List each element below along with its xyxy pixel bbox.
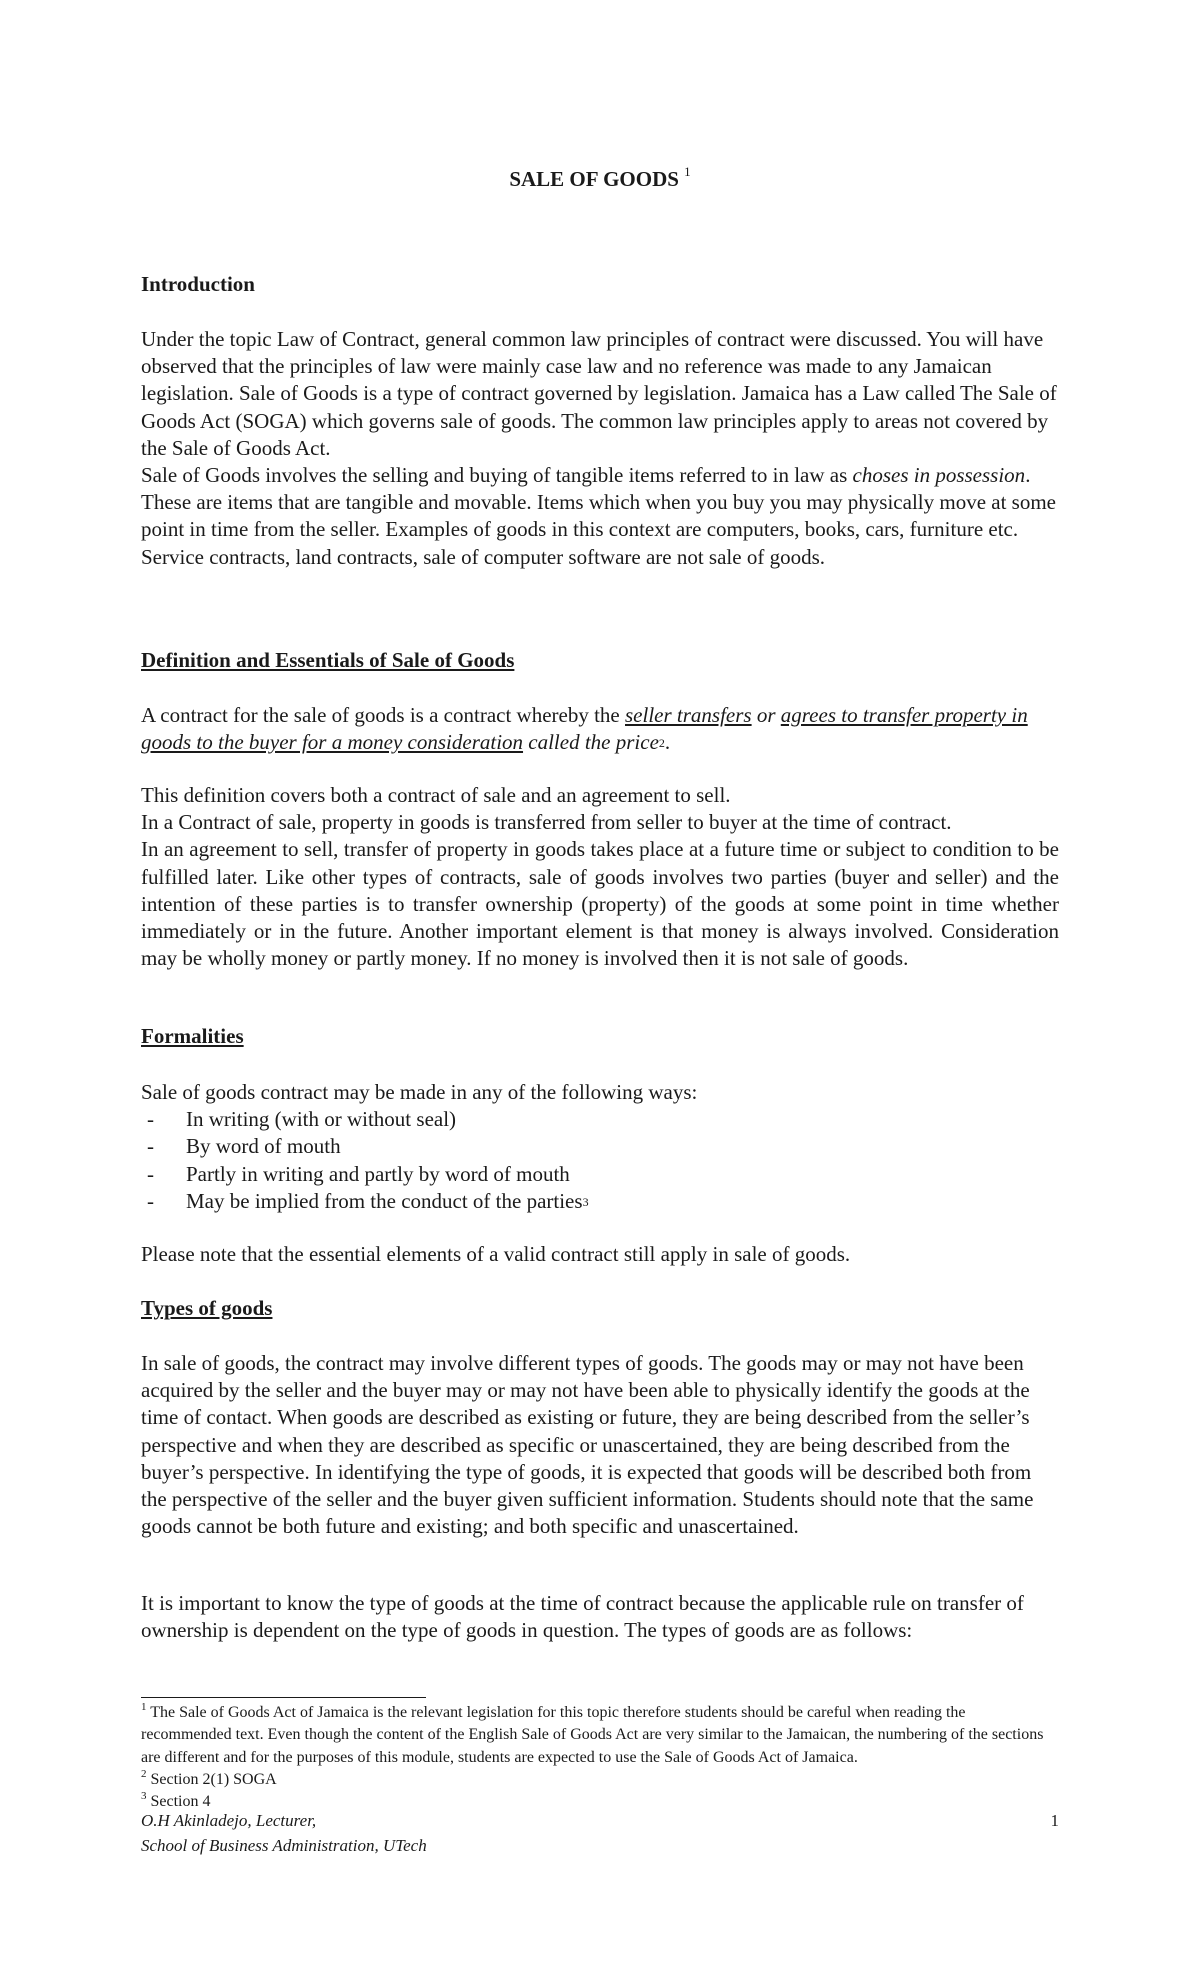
definition-section [141, 648, 1059, 673]
formalities-intro: Sale of goods contract may be made in any of the following ways: [141, 1080, 698, 1104]
definition-statement [141, 702, 1059, 756]
footnote-3: $^3$ Section 4 [141, 1789, 211, 1811]
introduction-section [141, 272, 1059, 297]
list-item: - By word of mouth [141, 1133, 1059, 1160]
introduction-paragraph-1: Under the topic Law of Contract, general common law principles of contract were discussed. You will have observed that the principles of law were mainly case law and no reference was made to any Jamaican legislation. Sale of Goods is a type of contract governed by legislation. Jamaica has a Law called The Sale of Goods Act (SOGA) which governs sale of goods. The common law principles apply to areas not covered by the Sale of Goods Act. [141, 327, 1057, 460]
formalities-section [141, 1024, 1059, 1049]
definition-paragraph-1: This definition covers both a contract of sale and an agreement to sell. [141, 783, 731, 807]
intro-p2-text-a: Sale of Goods involves the selling and buying of tangible items referred to in law as [141, 463, 853, 488]
intro-p2-text-c: . These are items that are tangible and movable. Items which when you buy you may physically move at some point in time from the seller. Examples of goods in this context are computers, books, cars, furniture etc. Service contracts, land contracts, sale of computer software are not sale of goods. [141, 463, 1056, 569]
formalities-note-block [141, 1241, 1059, 1268]
introduction-paragraph-2 [141, 462, 1059, 571]
chose-in-possession-term: choses in possession [852, 463, 1026, 488]
def-footnote-ref: 2 [658, 736, 665, 751]
footnotes [141, 1702, 1059, 1813]
introduction-body [141, 326, 1059, 571]
types-body-2 [141, 1590, 1059, 1644]
definition-heading: Definition and Essentials of Sale of Goods [141, 648, 515, 672]
def-agrees-to-transfer: agrees to transfer property in goods to the buyer for a money consideration [141, 703, 1028, 755]
types-body [141, 1350, 1059, 1540]
def-called-price: called the price [523, 730, 659, 755]
types-paragraph-2: It is important to know the type of goods at the time of contract because the applicable rule on transfer of ownership is dependent on the type of goods in question. The types of goods are as follows: [141, 1591, 1024, 1643]
page-footer [141, 1808, 1059, 1858]
footnote-2: $^2$ Section 2(1) SOGA [141, 1767, 277, 1788]
def-seller-transfers: seller transfers [625, 703, 752, 727]
definition-statement-block [141, 702, 1059, 756]
introduction-heading: Introduction [141, 272, 255, 296]
def-period: . [664, 730, 671, 755]
formalities-body [141, 1079, 1059, 1215]
footer-author: O.H Akinladejo, Lecturer, [141, 1811, 317, 1830]
formalities-heading: Formalities [141, 1024, 244, 1048]
def-text-or: or [751, 703, 781, 727]
formalities-footnote-ref: 3 [582, 1194, 589, 1209]
list-item: - Partly in writing and partly by word of mouth [141, 1161, 1059, 1188]
footer-institution: School of Business Administration, UTech [141, 1836, 427, 1855]
title-text: SALE OF GOODS [509, 167, 679, 191]
definition-paragraph-3: In an agreement to sell, transfer of property in goods takes place at a future time or subject to condition to be fulfilled later. Like other types of contracts, sale of goods involves two parties (buyer and seller) and the intention of these parties is to transfer ownership (property) of the goods at some point in time whether immediately or in the future. Another important element is that money is always involved. Consideration may be wholly money or partly money. If no money is involved then it is not sale of goods. [141, 837, 1059, 971]
definition-body [141, 782, 1059, 972]
page-number: 1 [1050, 1811, 1059, 1830]
footnote-1: $^1$ The Sale of Goods Act of Jamaica is the relevant legislation for this topic therefore students should be careful when reading the recommended text. Even though the content of the English Sale of Goods Act are very similar to the Jamaican, the numbering of the sections are different and for the purposes of this module, students are expected to use the Sale of Goods Act of Jamaica. [141, 1700, 1044, 1766]
formalities-note: Please note that the essential elements of a valid contract still apply in sale of goods. [141, 1242, 851, 1266]
def-text-1: A contract for the sale of goods is a contract whereby the [141, 703, 625, 727]
list-item: - May be implied from the conduct of the parties$^3$ [141, 1188, 1059, 1215]
document-title [0, 166, 1200, 192]
types-paragraph-1: In sale of goods, the contract may involve different types of goods. The goods may or may not have been acquired by the seller and the buyer may or may not have been able to physically identify the goods at the time of contact. When goods are described as existing or future, they are being described from the seller’s perspective and when they are described as specific or unascertained, they are being described from the buyer’s perspective. In identifying the type of goods, it is expected that goods will be described both from the perspective of the seller and the buyer given sufficient information. Students should note that the same goods cannot be both future and existing; and both specific and unascertained. [141, 1351, 1034, 1539]
types-heading: Types of goods [141, 1296, 273, 1320]
formalities-list [141, 1106, 1059, 1215]
list-item: - In writing (with or without seal) [141, 1106, 1059, 1133]
title-footnote-ref: 1 [684, 164, 691, 179]
footnote-divider [141, 1697, 426, 1698]
types-section [141, 1296, 1059, 1321]
definition-paragraph-2: In a Contract of sale, property in goods is transferred from seller to buyer at the time of contract. [141, 810, 952, 835]
